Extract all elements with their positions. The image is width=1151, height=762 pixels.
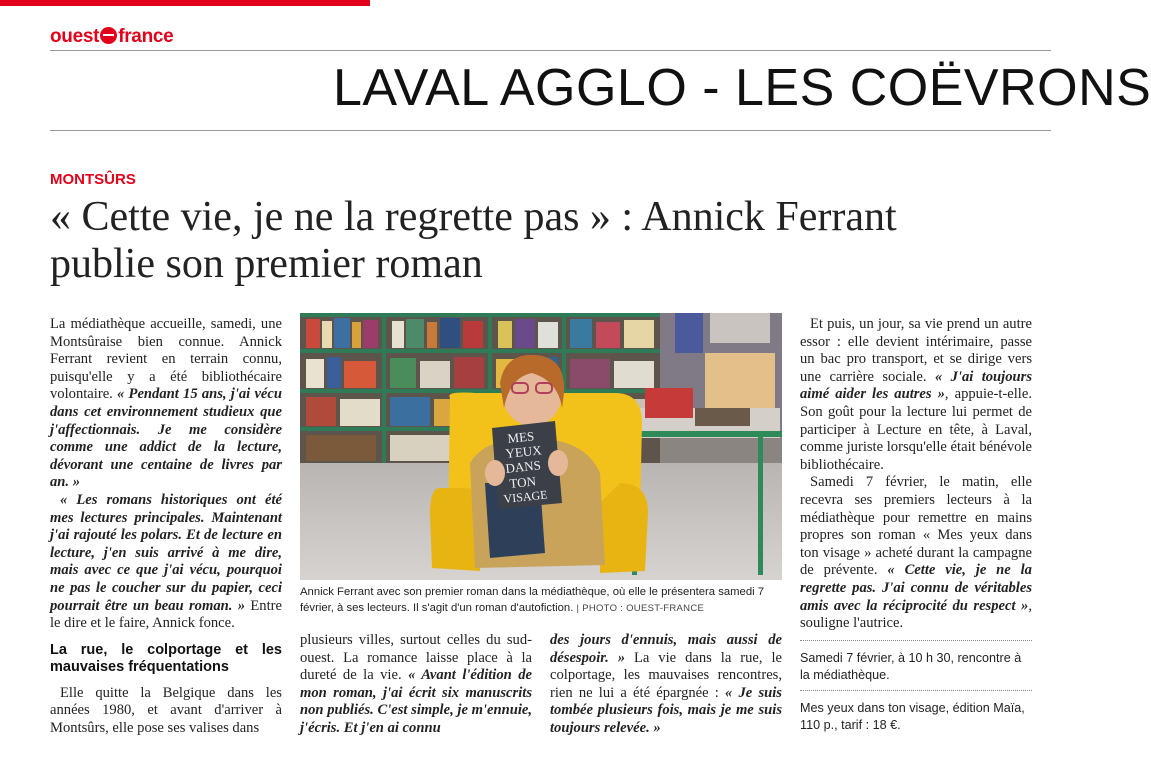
- book-title-line: DANS: [504, 457, 542, 476]
- section-title: LAVAL AGGLO - LES COËVRONS: [333, 59, 1151, 117]
- info-divider: [800, 640, 1032, 641]
- column-2: [300, 632, 532, 738]
- quote-text: « Avant l'édition de mon roman, j'ai écrit six manuscrits non publiés. C'est simple, je m'ennuie, j'écris. Et j'en ai connu: [300, 667, 533, 736]
- quote-text: « Les romans historiques ont été mes lectures principales. Maintenant j'ai rajouté les polars. Et de lecture en lecture, j'en suis arrivé à me dire, mais avec ce que j'ai vécu, pourquoi ne pas le coucher sur du papier, ceci pourrait être un beau roman. »: [50, 491, 282, 614]
- paragraph: [550, 632, 782, 738]
- quote-text: « Cette vie, je ne la regrette pas. J'ai connu de véritables amis avec la réciprocité du respect »: [800, 562, 1032, 614]
- paragraph: [50, 492, 282, 633]
- paragraph: [800, 316, 1032, 474]
- book-title-line: VISAGE: [502, 487, 549, 506]
- column-4: [800, 316, 1032, 633]
- body-text: Et puis, un jour, sa vie prend un autre essor : elle devient intérimaire, passe un bac pro transport, et se dirige vers une carrière sociale.: [800, 316, 1032, 385]
- column-3: [550, 632, 782, 738]
- article-photo: [300, 313, 782, 580]
- paragraph: [50, 316, 282, 492]
- quote-text: des jours d'ennuis, mais aussi de désespoir. »: [550, 632, 782, 666]
- photo-caption: [300, 584, 782, 617]
- article-kicker: MONTSÛRS: [50, 171, 136, 188]
- quote-text: « J'ai toujours aimé aider les autres »: [800, 368, 1032, 403]
- info-divider: [800, 690, 1032, 691]
- top-red-bar: [0, 0, 370, 6]
- book-info: Mes yeux dans ton visage, édition Maïa, 110 p., tarif : 18 €.: [800, 701, 1025, 732]
- quote-text: « Je suis tombée plusieurs fois, mais je me suis toujours relevée. »: [550, 684, 782, 736]
- logo-text-left: ouest: [50, 26, 100, 47]
- photo-illustration: [300, 313, 782, 580]
- article-headline: « Cette vie, je ne la regrette pas » : Annick Ferrant publie son premier roman: [50, 194, 897, 287]
- logo-mark-icon: [100, 27, 117, 44]
- paragraph: [800, 474, 1032, 632]
- body-text: , appuie-t-elle. Son goût pour la lecture lui permet de participer à Lecture en tête, à Laval, comme juriste lorsqu'elle était bénévole bibliothécaire.: [800, 386, 1032, 473]
- book-title-line: YEUX: [504, 442, 543, 461]
- article-subhead: La rue, le colportage et les mauvaises fréquentations: [50, 641, 282, 675]
- body-text: La médiathèque accueille, samedi, une Montsûraise bien connue. Annick Ferrant revient en terrain connu, puisqu'elle y a été bibliothécaire volontaire.: [50, 316, 282, 403]
- quote-text: « Pendant 15 ans, j'ai vécu dans cet environnement studieux que j'affectionnais. Je me considère comme une addict de la lecture, dévorant une centaine de livres par an. »: [50, 386, 282, 491]
- paragraph: Elle quitte la Belgique dans les années 1980, et avant d'arriver à Montsûrs, elle pose ses valises dans: [50, 684, 282, 736]
- ouest-france-logo[interactable]: [50, 26, 173, 48]
- body-text: , souligne l'autrice.: [800, 597, 1032, 632]
- book-title-line: MES: [506, 428, 535, 446]
- header-rule: [50, 50, 1051, 51]
- body-text: La vie dans la rue, le colportage, les mauvaises rencontres, rien ne lui a été épargnée :: [550, 649, 782, 701]
- column-1: [50, 316, 282, 737]
- body-text: plusieurs villes, surtout celles du sud-ouest. La romance laisse place à la dureté de la vie.: [300, 632, 532, 684]
- logo-text-right: france: [118, 26, 174, 47]
- body-text: Entre le dire et le faire, Annick fonce.: [50, 597, 282, 632]
- caption-text: Annick Ferrant avec son premier roman dans la médiathèque, où elle le présentera samedi 7 février, à ses lecteurs. Il s'agit d'un roman d'autofiction.: [300, 586, 765, 614]
- body-text: Samedi 7 février, le matin, elle recevra ses premiers lecteurs à la médiathèque pour remettre en mains propres son roman « Mes yeux dans ton visage » acheté durant la campagne de prévente.: [800, 474, 1032, 579]
- photo-credit: | PHOTO : OUEST-FRANCE: [576, 603, 705, 614]
- event-info: Samedi 7 février, à 10 h 30, rencontre à la médiathèque.: [800, 651, 1022, 682]
- paragraph: [300, 632, 532, 738]
- book-title-line: TON: [508, 473, 537, 491]
- section-rule: [50, 130, 1051, 131]
